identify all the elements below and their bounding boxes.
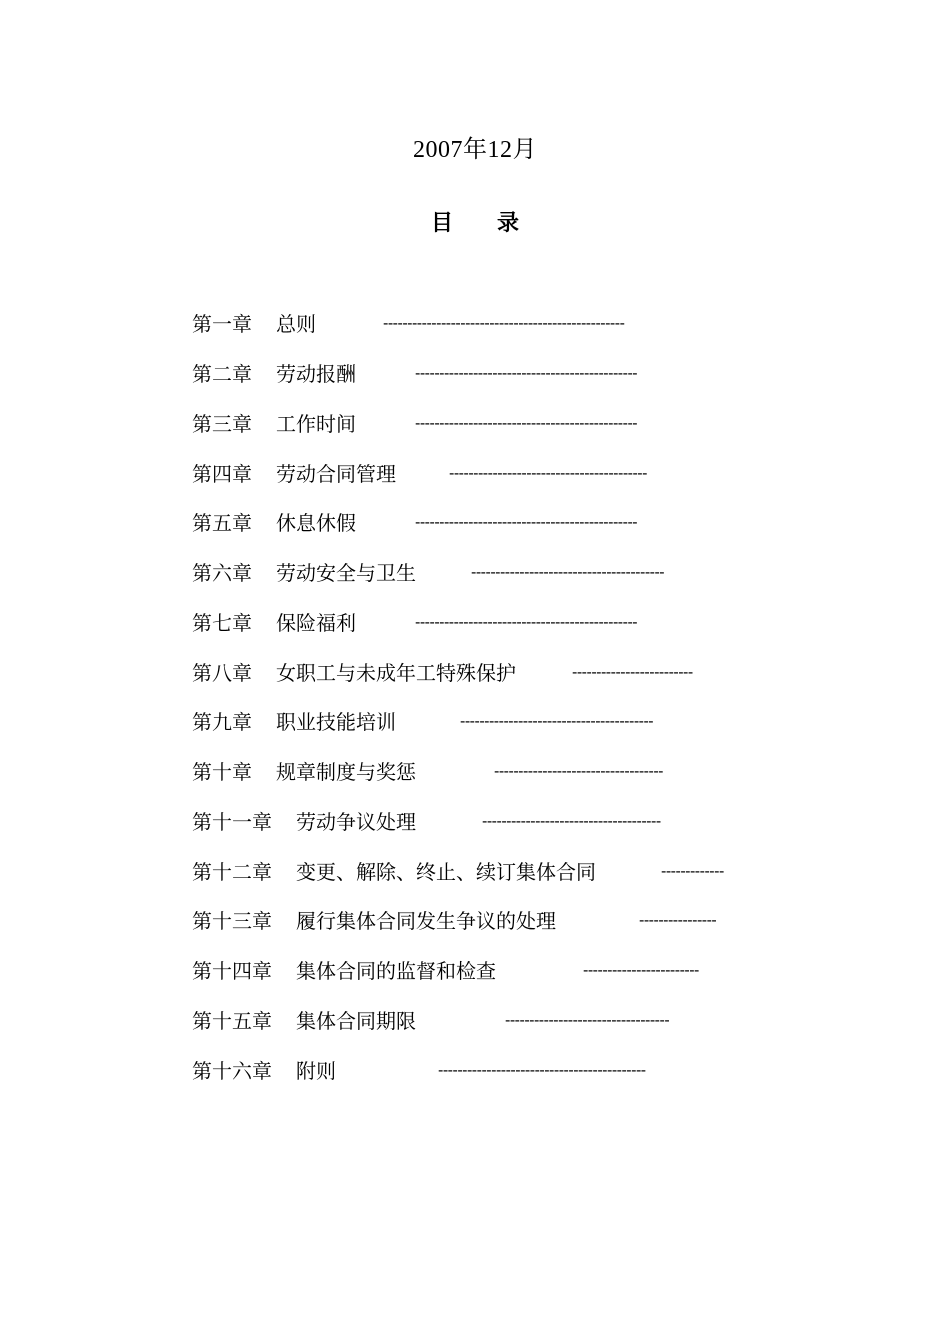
toc-title bbox=[0, 208, 950, 240]
toc-chapter-title: 规章制度与奖惩 bbox=[276, 760, 416, 784]
toc-leader-dots: ------------------------------------------- bbox=[438, 1062, 646, 1079]
toc-chapter-number: 第十二章 bbox=[192, 860, 272, 884]
toc-leader-dots: ---------------------------------- bbox=[505, 1012, 670, 1029]
toc-chapter-title: 集体合同期限 bbox=[296, 1009, 416, 1033]
toc-entry bbox=[192, 309, 316, 339]
toc-entry bbox=[192, 857, 596, 887]
toc-chapter-title: 履行集体合同发生争议的处理 bbox=[296, 909, 556, 933]
toc-chapter-number: 第八章 bbox=[192, 661, 252, 685]
toc-chapter-title: 劳动报酬 bbox=[276, 362, 356, 386]
toc-chapter-number: 第一章 bbox=[192, 312, 252, 336]
toc-chapter-number: 第九章 bbox=[192, 710, 252, 734]
toc-chapter-title: 总则 bbox=[276, 312, 316, 336]
toc-leader-dots: ---------------------------------------------- bbox=[415, 415, 638, 432]
toc-chapter-title: 劳动合同管理 bbox=[276, 462, 396, 486]
toc-chapter-title: 变更、解除、终止、续订集体合同 bbox=[296, 860, 596, 884]
toc-chapter-number: 第十四章 bbox=[192, 959, 272, 983]
toc-chapter-number: 第五章 bbox=[192, 511, 252, 535]
toc-entry bbox=[192, 956, 496, 986]
toc-chapter-number: 第十三章 bbox=[192, 909, 272, 933]
toc-leader-dots: ---------------------------------------------- bbox=[415, 614, 638, 631]
toc-leader-dots: ------------- bbox=[661, 863, 724, 880]
toc-chapter-number: 第三章 bbox=[192, 412, 252, 436]
toc-entry bbox=[192, 608, 356, 638]
toc-chapter-number: 第十六章 bbox=[192, 1059, 272, 1083]
toc-chapter-number: 第十五章 bbox=[192, 1009, 272, 1033]
toc-leader-dots: ------------------------- bbox=[572, 664, 693, 681]
toc-entry bbox=[192, 1006, 416, 1036]
toc-entry bbox=[192, 807, 416, 837]
toc-chapter-title: 附则 bbox=[296, 1059, 336, 1083]
toc-chapter-number: 第十章 bbox=[192, 760, 252, 784]
toc-entry bbox=[192, 757, 416, 787]
toc-chapter-number: 第十一章 bbox=[192, 810, 272, 834]
toc-leader-dots: -------------------------------------------------- bbox=[383, 315, 625, 332]
toc-leader-dots: ------------------------------------- bbox=[482, 813, 661, 830]
toc-leader-dots: ---------------- bbox=[639, 912, 717, 929]
toc-chapter-number: 第四章 bbox=[192, 462, 252, 486]
toc-chapter-number: 第七章 bbox=[192, 611, 252, 635]
toc-entry bbox=[192, 906, 556, 936]
toc-title-left: 目 bbox=[430, 211, 453, 236]
toc-leader-dots: ---------------------------------------- bbox=[471, 564, 665, 581]
toc-chapter-title: 保险福利 bbox=[276, 611, 356, 635]
toc-chapter-title: 劳动争议处理 bbox=[296, 810, 416, 834]
toc-chapter-number: 第二章 bbox=[192, 362, 252, 386]
toc-chapter-number: 第六章 bbox=[192, 561, 252, 585]
toc-entry bbox=[192, 658, 516, 688]
document-date: 2007年12月 bbox=[413, 137, 537, 163]
toc-chapter-title: 劳动安全与卫生 bbox=[276, 561, 416, 585]
toc-leader-dots: ---------------------------------------------- bbox=[415, 365, 638, 382]
toc-title-right: 录 bbox=[497, 211, 520, 236]
toc-entry bbox=[192, 359, 356, 389]
toc-entry bbox=[192, 409, 356, 439]
toc-leader-dots: ---------------------------------------------- bbox=[415, 514, 638, 531]
toc-entry bbox=[192, 558, 416, 588]
toc-chapter-title: 工作时间 bbox=[276, 412, 356, 436]
toc-chapter-title: 休息休假 bbox=[276, 511, 356, 535]
toc-leader-dots: ---------------------------------------- bbox=[460, 713, 654, 730]
toc-leader-dots: ----------------------------------- bbox=[494, 763, 663, 780]
toc-entry bbox=[192, 459, 396, 489]
toc-entry bbox=[192, 707, 396, 737]
toc-entry bbox=[192, 508, 356, 538]
toc-chapter-title: 职业技能培训 bbox=[276, 710, 396, 734]
toc-chapter-title: 女职工与未成年工特殊保护 bbox=[276, 661, 516, 685]
toc-chapter-title: 集体合同的监督和检查 bbox=[296, 959, 496, 983]
toc-leader-dots: ------------------------ bbox=[583, 962, 699, 979]
toc-leader-dots: ----------------------------------------- bbox=[449, 465, 647, 482]
toc-entry bbox=[192, 1056, 336, 1086]
